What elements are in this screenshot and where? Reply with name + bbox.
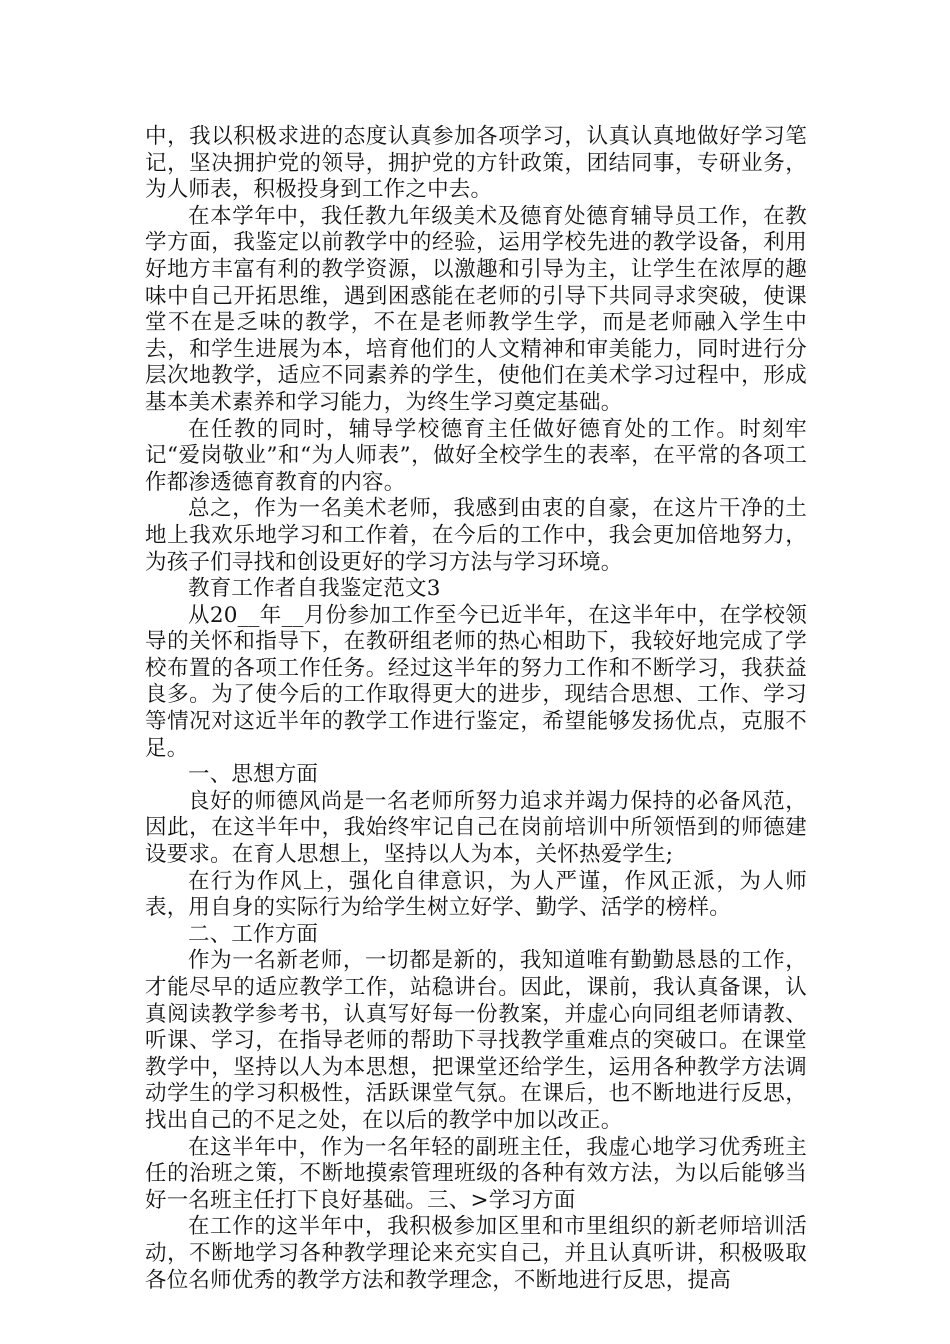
heading-thought: 一、思想方面	[188, 762, 319, 788]
paragraph-2: 在本学年中，我任教九年级美术及德育处德育辅导员工作，在教学方面，我鉴定以前教学中的经验，运用学校先进的教学设备，利用好地方丰富有利的教学资源，以激趣和引导为主，让学生在浓厚的趣味中自己开拓思维，遇到困惑能在老师的引导下共同寻求突破，使课堂不在是乏味的教学，不在是老师教学生学，而是老师融入学生中去，和学生进展为本，培育他们的人文精神和审美能力，同时进行分层次地教学，适应不同素养的学生，使他们在美术学习过程中，形成基本美术素养和学习能力，为终生学习奠定基础。	[145, 203, 807, 415]
paragraph-3: 在任教的同时，辅导学校德育主任做好德育处的工作。时刻牢记“爱岗敬业”和“为人师表”，做好全校学生的表率，在平常的各项工作都渗透德育教育的内容。	[145, 416, 807, 495]
paragraph-5: 从20__年__月份参加工作至今已近半年，在这半年中，在学校领导的关怀和指导下，在教研组老师的热心相助下，我较好地完成了学校布置的各项工作任务。经过这半年的努力工作和不断学习，我获益良多。为了使今后的工作取得更大的进步，现结合思想、工作、学习等情况对这近半年的教学工作进行鉴定，希望能够发扬优点，克服不足。	[145, 602, 807, 761]
paragraph-4: 总之，作为一名美术老师，我感到由衷的自豪，在这片干净的土地上我欢乐地学习和工作着，在今后的工作中，我会更加倍地努力，为孩子们寻找和创设更好的学习方法与学习环境。	[145, 496, 807, 575]
paragraph-7: 在行为作风上，强化自律意识，为人严谨，作风正派，为人师表，用自身的实际行为给学生树立好学、勤学、活学的榜样。	[145, 868, 807, 921]
document-body	[145, 124, 807, 1294]
paragraph-6: 良好的师德风尚是一名老师所努力追求并竭力保持的必备风范，因此，在这半年中，我始终牢记自己在岗前培训中所领悟到的师德建设要求。在育人思想上，坚持以人为本，关怀热爱学生;	[145, 788, 807, 868]
paragraph-8: 作为一名新老师，一切都是新的，我知道唯有勤勤恳恳的工作，才能尽早的适应教学工作，站稳讲台。因此，课前，我认真备课，认真阅读教学参考书，认真写好每一份教案，并虚心向同组老师请教、听课、学习，在指导老师的帮助下寻找教学重难点的突破口。在课堂教学中，坚持以人为本思想，把课堂还给学生，运用各种教学方法调动学生的学习积极性，活跃课堂气氛。在课后，也不断地进行反思，找出自己的不足之处，在以后的教学中加以改正。	[145, 948, 807, 1133]
paragraph-9: 在这半年中，作为一名年轻的副班主任，我虚心地学习优秀班主任的治班之策，不断地摸索管理班级的各种有效方法，为以后能够当好一名班主任打下良好基础。三、>学习方面	[145, 1134, 807, 1213]
paragraph-1: 中，我以积极求进的态度认真参加各项学习，认真认真地做好学习笔记，坚决拥护党的领导，拥护党的方针政策，团结同事，专研业务，为人师表，积极投身到工作之中去。	[145, 124, 807, 203]
paragraph-10: 在工作的这半年中，我积极参加区里和市里组织的新老师培训活动，不断地学习各种教学理论来充实自己，并且认真听讲，积极吸取各位名师优秀的教学方法和教学理念，不断地进行反思，提高	[145, 1214, 807, 1293]
section-title: 教育工作者自我鉴定范文3	[188, 576, 441, 602]
heading-work: 二、工作方面	[188, 921, 319, 947]
